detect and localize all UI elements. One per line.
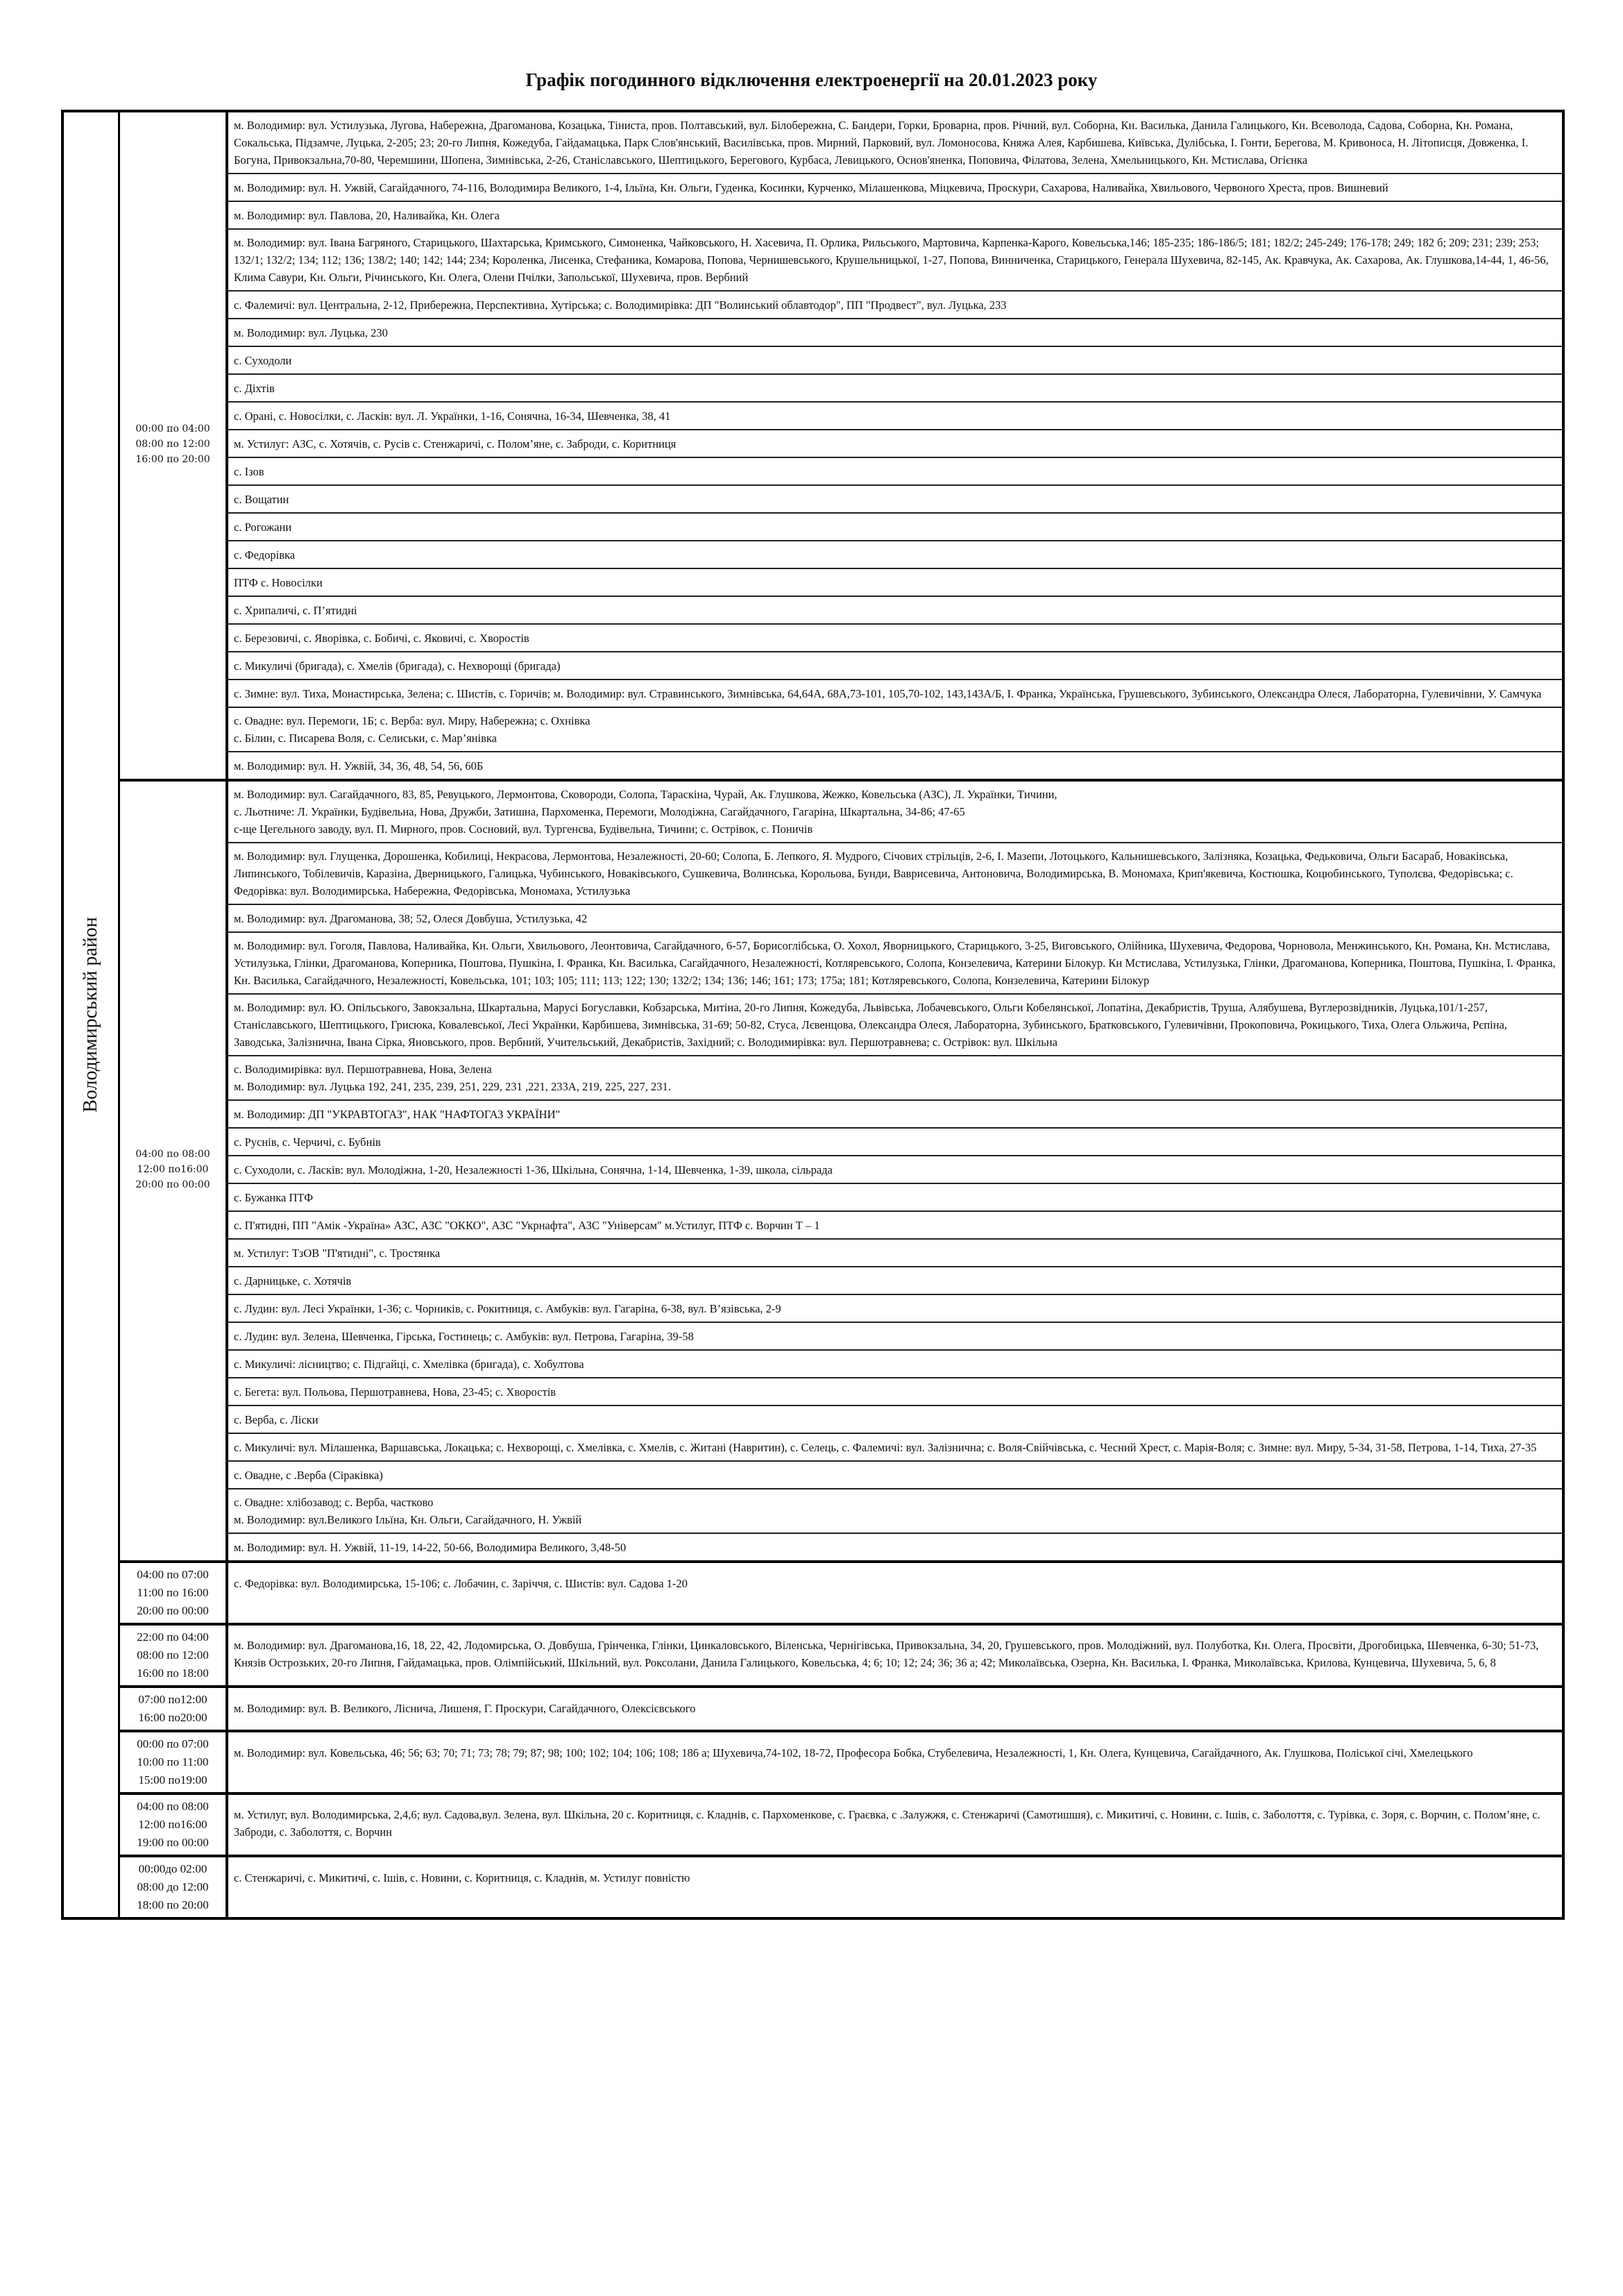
address-row [228,1857,1562,1898]
address-row [228,112,1562,173]
address-row [228,1099,1562,1127]
address-text: м. Володимир: вул. Н. Ужвій, 34, 36, 48, 54, 56, 60Б [234,759,484,773]
address-text: м. Устилуг, вул. Володимирська, 2,4,6; вул. Садова,вул. Зелена, вул. Шкільна, 20 с. Коритниця, с. Кладнів, с. Пархоменкове, с. Граєвка, с .Залужжя, с. Стенжаричі (Самотишшя), с. Микитичі, с. Новини, с. Ішів, с. Заболоття, с. Турівка, с. Зоря, с. Ворчин, с. Полом’яне, с. Заброди, с. Заболоття, с. Ворчин [234,1808,1540,1839]
time-range: 10:00 по 11:00 [137,1755,209,1769]
address-text: ПТФ с. Новосілки [234,575,323,589]
address-row [228,540,1562,568]
address-row [228,596,1562,623]
address-row [228,1732,1562,1773]
address-row [228,1433,1562,1460]
time-range: 16:00 по 20:00 [135,454,210,465]
address-text: м. Володимир: вул. Гоголя, Павлова, Наливайка, Кн. Ольги, Хвильового, Леонтовича, Сагайдачного, 6-57, Борисоглібська, О. Хохол, Яворницького, Старицького, 3-25, Виговського, Олійника, Шухевича, Федорова, Чорновола, Менжинського, Кн. Романа, Кн. Мстислава, Устилузька, Глінки, Драгоманова, Коперника, Поштова, Пушкіна, І. Франка, Кн. Василька, Сагайдачного, Незалежності, Котляревського, Солопа, Конзелевича, Катерини Білокур. Кн Мстислава, Устилузька, Глінки, Драгоманова, Коперника, Поштова, Пушкіна, І. Франка, Кн. Василька, Сагайдачного, Незалежності, Ковельська, 101; 103; 105; 111; 113; 122; 130; 132/2; 134; 136; 146; 161; 173; 175а; 181; Котляревського, Солопа, Конзелевича, Катерини Білокур [234,939,1556,987]
time-range: 08:00 до 12:00 [137,1880,209,1893]
address-text: с. Білин, с. Писарева Воля, с. Селиськи, с. Мар’янівка [234,732,497,745]
time-slot-cell [120,1626,228,1685]
address-text: с. Зимне: вул. Тиха, Монастирська, Зелена; с. Шистів, с. Горичів; м. Володимир: вул. Стравинського, Зимнівська, 64,64А, 68А,73-101, 105,70-102, 143,143А/Б, І. Франка, Українська, Грушевського, Зубинського, Олександра Олеся, Лабораторна, Гулевичівни, У. Самчука [234,686,1542,700]
address-text: с. Ізов [234,464,264,478]
address-text: с. Хрипаличі, с. П’ятидні [234,603,357,617]
time-range: 12:00 по16:00 [137,1164,209,1175]
address-text: м. Устилуг: ТзОВ "П'ятидні", с. Тростянка [234,1246,441,1260]
time-range: 08:00 по 12:00 [135,439,210,450]
address-row [228,1377,1562,1405]
address-list [228,1795,1562,1855]
address-row [228,484,1562,512]
outage-group [120,1792,1562,1855]
time-range: 20:00 по 00:00 [135,1179,210,1190]
address-row [228,1688,1562,1728]
time-range: 16:00 по 18:00 [137,1666,209,1680]
address-list [228,112,1562,779]
page-title: Графік погодинного відключення електроенергії на 20.01.2023 року [525,69,1098,90]
address-row [228,1533,1562,1560]
address-row [228,1055,1562,1099]
time-range: 15:00 по19:00 [138,1773,207,1787]
district-cell [64,112,120,1917]
address-text: м. Володимир: вул. Сагайдачного, 83, 85, Ревуцького, Лермонтова, Сковороди, Солопа, Тараскіна, Чурай, Ак. Глушкова, Жежко, Ковельська (АЗС), Л. Українки, Тичини, [234,788,1057,801]
address-text: м. Володимир: вул. Драгоманова, 38; 52, Олеся Довбуша, Устилузька, 42 [234,911,588,925]
address-text: м. Володимир: вул.Великого Ільїна, Кн. Ольги, Сагайдачного, Н. Ужвій [234,1513,582,1526]
address-row [228,228,1562,290]
address-row [228,751,1562,779]
address-row [228,679,1562,707]
address-text: с. Овадне: вул. Перемоги, 1Б; с. Верба: вул. Миру, Набережна; с. Охнівка [234,714,590,727]
address-text: с. Руснів, с. Черчичі, с. Бубнів [234,1135,381,1149]
address-text: с. Суходоли, с. Ласків: вул. Молодіжна, 1-20, Незалежності 1-36, Шкільна, Сонячна, 1-14, Шевченка, 1-39, школа, сільрада [234,1163,833,1176]
address-text: м. Володимир: вул. Устилузька, Лугова, Набережна, Драгоманова, Козацька, Тіниста, пров. Полтавський, вул. Білобережна, С. Бандери, Горки, Броварна, пров. Річний, вул. Соборна, Кн. Василька, Данила Галицького, Кн. Всеволода, Садова, Соборна, Кн. Романа, Сокальська, Підзамче, Луцька, 2-205; 23; 20-го Липня, Кожедуба, Гайдамацька, Парк Слов'янський, Василівська, пров. Мирний, Парковий, вул. Ломоносова, Княжа Алея, Карбишева, Київська, Дулібська, І. Гонти, Берегова, М. Кривоноса, Н. Літописця, Довженка, І. Богуна, Привокзальна,70-80, Черемшини, Шопена, Зимнівська, 2-26, Станіславського, Шептицького, Берегового, Курбаса, Левицького, Основ'яненка, Поповича, Філатова, Зелена, Хмельницького, Кн. Мстислава, Огієнка [234,119,1529,167]
address-row [228,568,1562,596]
address-row [228,1266,1562,1294]
address-text: м. Володимир: вул. Луцька 192, 241, 235, 239, 251, 229, 231 ,221, 233А, 219, 225, 227, 231. [234,1080,671,1093]
address-text: м. Володимир: вул. Луцька, 230 [234,326,388,339]
address-text: с. Володимирівка: вул. Першотравнева, Нова, Зелена [234,1063,492,1076]
address-row [228,1127,1562,1155]
address-row [228,1349,1562,1377]
address-row [228,1405,1562,1433]
address-text: с. Микуличі: вул. Мілашенка, Варшавська, Локацька; с. Нехворощі, с. Хмелівка, с. Хмелів, с. Житані (Навритин), с. Селець, с. Фалемичі: вул. Залізнична; с. Воля-Свійчівська, с. Чесний Хрест, с. Марія-Воля; с. Зимне: вул. Миру, 5-34, 31-58, Петрова, 1-14, Тиха, 27-35 [234,1440,1537,1454]
time-slot-cell [120,1795,228,1855]
time-range: 00:00 по 07:00 [137,1737,209,1750]
address-row [228,1488,1562,1533]
outage-group [120,1730,1562,1792]
address-text: м. Володимир: вул. Ю. Опільського, Завокзальна, Шкартальна, Марусі Богуславки, Кобзарська, Митіна, 20-го Липня, Кожедуба, Львівська, Лобачевського, Ольги Кобелянської, Лопатіна, Декабристів, Труша, Алябушева, Вуглерозвідників, Луцька,101/1-257, Станіславського, Шептицького, Грисюка, Ковалевської, Лесі Українки, Карбишева, Зимнівська, 31-69; 50-82, Стуса, Лєвенцова, Олександра Олеся, Лабораторна, Зубинського, Братковського, Гулевичівни, Прокоповича, Рокицького, Тиха, Олега Ольжича, Рєпіна, Заводська, Залізнична, Івана Сірка, Яновського, пров. Вербний, Учительський, Декабристів, Західний; с. Володимирівка: вул. Першотравнева; с. Острівок: вул. Шкільна [234,1001,1508,1049]
address-text: с. Микуличі: лісництво; с. Підгайці, с. Хмелівка (бригада), с. Хобултова [234,1357,584,1371]
address-text: м. Володимир: вул. Івана Багряного, Старицького, Шахтарська, Кримського, Симоненка, Чайковського, Н. Хасевича, П. Орлика, Рильського, Мартовича, Карпенка-Карого, Ковельська,146; 185-235; 186-186/5; 181; 182/2; 245-249; 176-178; 249; 182 б; 209; 231; 239; 253; 132/1; 132/2; 134; 112; 136; 138/2; 140; 142; 144; 234; Короленка, Лисенка, Стефаника, Комарова, Попова, Чернишевського, Крушельницької, 1-27, Попова, Винниченка, Старицького, Генерала Шухевича, 82-145, Ак. Кравчука, Ак. Сахарова, Ак. Глушкова,14-44, 1, 46-56, Клима Савури, Кн. Ольги, Річинського, Кн. Олега, Олени Пчілки, Запольської, Шухевича, пров. Вербний [234,236,1549,284]
address-text: с. Овадне: хлібозавод; с. Верба, частково [234,1496,434,1509]
time-range: 00:00до 02:00 [138,1862,207,1875]
address-text: с. Овадне, с .Верба (Сіраківка) [234,1468,383,1482]
time-slot-cell [120,1857,228,1917]
address-list [228,1563,1562,1623]
address-text: с. Рогожани [234,520,292,534]
address-text: с-ще Цегельного заводу, вул. П. Мирного, пров. Сосновий, вул. Тургенєва, Будівельна, Тичини; с. Острівок, с. Поничів [234,822,813,836]
time-range: 18:00 по 20:00 [137,1898,209,1911]
address-row [228,373,1562,401]
address-text: с. Діхтів [234,381,275,395]
address-row [228,842,1562,904]
time-range: 07:00 по12:00 [138,1693,207,1706]
time-range: 19:00 по 00:00 [137,1836,209,1849]
address-list [228,1857,1562,1917]
outage-group [120,1560,1562,1623]
address-text: м. Володимир: вул. Н. Ужвій, Сагайдачного, 74-116, Володимира Великого, 1-4, Ільїна, Кн. Ольги, Гуденка, Косинки, Курченко, Мілашенкова, Міцкевича, Проскури, Сахарова, Наливайка, Хвильового, Червоного Хреста, пров. Вишневий [234,180,1388,194]
address-row [228,623,1562,651]
address-text: с. Бегета: вул. Польова, Першотравнева, Нова, 23-45; с. Хворостів [234,1385,556,1399]
address-text: с. Бужанка ПТФ [234,1190,314,1204]
address-row [228,1795,1562,1852]
time-slot-cell [120,112,228,779]
address-row [228,707,1562,751]
address-text: м. Володимир: вул. В. Великого, Лісничa, Лишеня, Г. Проскури, Сагайдачного, Олексієвського [234,1701,696,1715]
address-row [228,1563,1562,1603]
address-text: с. П'ятидні, ПП "Амік -Україна» АЗС, АЗС "ОККО", АЗС "Укрнафта", АЗС "Універсам" м.Устилуг, ПТФ с. Ворчин Т – 1 [234,1218,820,1232]
outage-group [120,1855,1562,1917]
address-list [228,782,1562,1560]
address-text: м. Володимир: вул. Павлова, 20, Наливайка, Кн. Олега [234,208,500,222]
address-text: м. Володимир: вул. Драгоманова,16, 18, 22, 42, Лодомирська, О. Довбуша, Грінченка, Глінки, Цинкаловського, Віленська, Чернігівська, Привокзальна, 34, 20, Грушевського, пров. Молодіжний, вул. Полуботка, Кн. Олега, Просвіти, Дрогобицька, Шевченка, 6-30; 51-73, Князів Острозьких, 20-го Липня, Гайдамацька, пров. Олімпійський, Шкільний, вул. Роксолани, Данила Галицького, Ковельська, 4; 6; 10; 12; 24; 36; 36 а; 42; Миколаївська, Озерна, Кн. Василька, І. Франка, Миколаївська, Крилова, Кунцевича, Шухевича, 5, 6, 8 [234,1639,1539,1669]
address-list [228,1626,1562,1685]
address-text: м. Володимир: вул. Н. Ужвій, 11-19, 14-22, 50-66, Володимира Великого, 3,48-50 [234,1540,627,1554]
address-row [228,429,1562,457]
time-range: 04:00 по 07:00 [137,1568,209,1581]
address-text: с. Стенжаричі, с. Микитичі, с. Ішів, с. Новини, с. Коритниця, с. Кладнів, м. Устилуг повністю [234,1871,690,1884]
time-slot-cell [120,1563,228,1623]
address-list [228,1688,1562,1730]
address-row [228,931,1562,993]
time-range: 04:00 по 08:00 [135,1149,210,1160]
time-slot-cell [120,1688,228,1730]
address-row [228,1238,1562,1266]
address-text: с. Лудин: вул. Зелена, Шевченка, Гірська, Гостинець; с. Амбуків: вул. Петрова, Гагаріна, 39-58 [234,1329,694,1343]
address-row [228,1322,1562,1349]
time-slot-cell [120,1732,228,1792]
address-row [228,173,1562,201]
address-row [228,1294,1562,1322]
time-range: 08:00 по 12:00 [137,1648,209,1662]
address-row [228,457,1562,484]
address-row [228,1460,1562,1488]
address-text: с. Микуличі (бригада), с. Хмелів (бригада), с. Нехворощі (бригада) [234,659,561,673]
time-range: 04:00 по 08:00 [137,1800,209,1813]
address-row [228,782,1562,842]
address-row [228,904,1562,931]
outage-group [120,1623,1562,1685]
address-text: с. Орані, с. Новосілки, с. Ласків: вул. Л. Українки, 1-16, Сонячна, 16-34, Шевченка, 38, 41 [234,409,671,423]
address-text: с. Лудин: вул. Лесі Українки, 1-36; с. Чорників, с. Рокитниця, с. Амбуків: вул. Гагаріна, 6-38, вул. В’язівська, 2-9 [234,1301,781,1315]
address-text: м. Володимир: вул. Глущенка, Дорошенка, Кобилиці, Некрасова, Лермонтова, Незалежності, 20-60; Солопа, Б. Лепкого, Я. Мудрого, Січових стрільців, 2-6, І. Мазепи, Лотоцького, Кальнишевського, Залізняка, Козацька, Федьковича, Ольги Басараб, Новаківська, Липинського, Тобілевичів, Каразіна, Дверницького, Галицька, Чубинського, Новаківського, Сушкевича, Волинська, Корольова, Бунди, Ваврисевича, Антоновича, Володимирська, В. Мономаха, Крип'якевича, Костюшка, Коцюбинського, Туполєва, Федорівська; с. Федорівка: вул. Володимирська, Набережна, Федорівська, Мономаха, Устилузька [234,850,1513,897]
time-range: 12:00 по16:00 [138,1818,207,1831]
outage-group [120,112,1562,779]
outage-group [120,779,1562,1560]
address-text: с. Фалемичі: вул. Центральна, 2-12, Прибережна, Перспективна, Хутірська; с. Володимирівка: ДП "Волинський облавтодор", ПП "Продвест", вул. Луцька, 233 [234,298,1007,312]
address-row [228,401,1562,429]
address-row [228,201,1562,228]
address-text: с. Верба, с. Ліски [234,1412,318,1426]
address-text: с. Льотниче: Л. Українки, Будівельна, Нова, Дружби, Затишна, Пархоменка, Перемоги, Молодіжна, Сагайдачного, Гагаріна, Шкартальна, 34-86; 47-65 [234,805,965,818]
time-range: 20:00 по 00:00 [137,1604,209,1617]
address-text: м. Устилуг: АЗС, с. Хотячів, с. Русів с. Стенжаричі, с. Полом’яне, с. Заброди, с. Коритниця [234,437,677,450]
address-text: с. Федорівка [234,548,296,562]
address-row [228,993,1562,1055]
outage-groups [120,112,1562,1917]
address-row [228,1626,1562,1682]
address-row [228,346,1562,373]
address-list [228,1732,1562,1792]
address-text: с. Березовичі, с. Яворівка, с. Бобичі, с. Яковичі, с. Хворостів [234,631,529,645]
address-row [228,651,1562,679]
address-text: с. Дарницьке, с. Хотячів [234,1274,352,1288]
time-range: 11:00 по 16:00 [137,1586,209,1599]
address-row [228,318,1562,346]
address-row [228,1183,1562,1210]
address-row [228,1155,1562,1183]
time-range: 16:00 по20:00 [138,1711,207,1724]
district-name: Володимирський район [80,917,101,1113]
outage-group [120,1685,1562,1730]
time-slot-cell [120,782,228,1560]
address-text: с. Суходоли [234,353,292,367]
address-text: с. Вощатин [234,492,289,506]
address-row [228,512,1562,540]
time-range: 00:00 по 04:00 [135,423,210,434]
address-text: м. Володимир: ДП "УКРАВТОГАЗ", НАК "НАФТОГАЗ УКРАЇНИ" [234,1107,561,1121]
address-text: м. Володимир: вул. Ковельська, 46; 56; 63; 70; 71; 73; 78; 79; 87; 98; 100; 102; 104; 106; 108; 186 а; Шухевича,74-102, 18-72, Професора Бобка, Стубелевича, Незалежності, 1, Кн. Олега, Кунцевича, Сагайдачного, Ак. Глушкова, Поліської січі, Хмелецького [234,1746,1473,1759]
schedule-table [61,110,1565,1920]
address-row [228,1210,1562,1238]
address-text: с. Федорівка: вул. Володимирська, 15-106; с. Лобачин, с. Заріччя, с. Шистів: вул. Садова 1-20 [234,1576,688,1590]
time-range: 22:00 по 04:00 [137,1630,209,1644]
address-row [228,290,1562,318]
